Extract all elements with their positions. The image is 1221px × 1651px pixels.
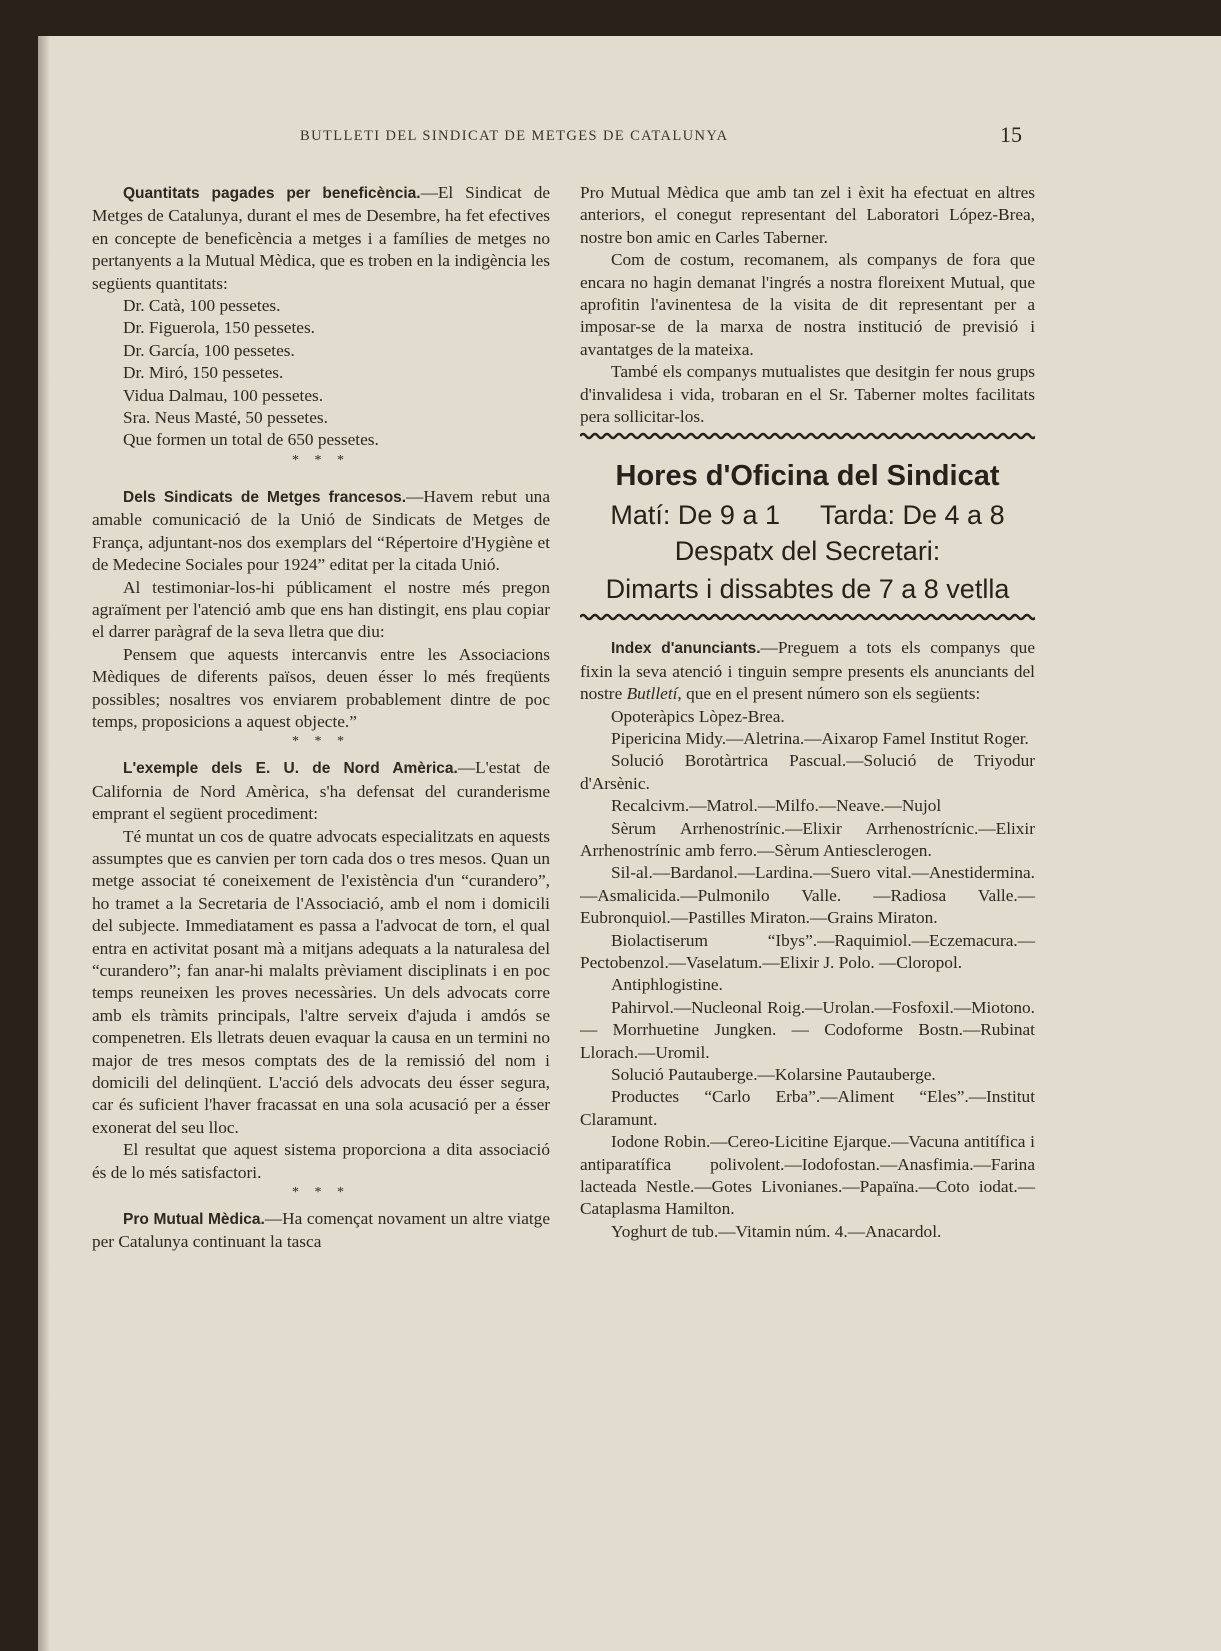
article-nord-america (92, 757, 550, 825)
section-separator: * * * (292, 1185, 350, 1201)
article-lead: Pro Mutual Mèdica. (123, 1211, 265, 1229)
paragraph: Com de costum, recomanem, als companys de fora que encara no hagin demanat l'ingrés a nostra floreixent Mutual, que aprofitin l'avinentesa de la visita de dit representant per a imposar-se de la marxa de nostra institució de previsió i avantatges de la mateixa. (580, 250, 1035, 359)
article-lead: Dels Sindicats de Metges francesos. (123, 488, 407, 506)
article-text: que en el present número son els següents: (681, 684, 981, 704)
paragraph: Pro Mutual Mèdica que amb tan zel i èxit ha efectuat en altres anteriors, el conegut representant del Laboratori López-Brea, nostre bon amic en Carles Taberner. (580, 183, 1035, 247)
article-text: —Havem rebut una amable comunicació de la Unió de Sindicats de Metges de França, adjuntant-nos dos exemplars del “Répertoire d'Hygiène et de Medecine Sociales pour 1924” editat per la citada Unió. (92, 486, 550, 575)
morning-hours: Matí: De 9 a 1 (610, 499, 780, 530)
article-lead: Quantitats pagades per beneficència. (123, 185, 421, 202)
list-item: Dr. Figuerola, 150 pessetes. (123, 318, 315, 338)
list-item: Productes “Carlo Erba”.—Aliment “Eles”.—Institut Claramunt. (580, 1087, 1035, 1129)
list-item: Biolactiserum “Ibys”.—Raquimiol.—Eczemacura.—Pectobenzol.—Vaselatum.—Elixir J. Polo. —Cloropol. (580, 930, 1035, 972)
list-item: Antiphlogistine. (611, 975, 723, 995)
article-beneficencia (92, 182, 550, 295)
section-separator: * * * (292, 734, 350, 750)
article-lead: L'exemple dels E. U. de Nord Amèrica. (123, 760, 458, 778)
article-pro-mutual (92, 1208, 550, 1254)
article-sindicats-francesos (92, 486, 550, 577)
payments-list (92, 295, 550, 452)
list-item: Solució Pautauberge.—Kolarsine Pautauberge. (611, 1065, 936, 1084)
list-item: Opoteràpics Lòpez-Brea. (611, 706, 785, 726)
article-text: —Preguem a tots els companys que fixin la seva atenció i tinguin sempre presents els anunciants del nostre (580, 638, 1035, 704)
list-item: Pahirvol.—Nucleonal Roig.—Urolan.—Fosfoxil.—Miotono. — Morrhuetine Jungken. — Codoforme Bostn.—Rubinat Llorach.—Uromil. (580, 997, 1035, 1062)
list-item: Sra. Neus Masté, 50 pessetes. (123, 408, 328, 428)
list-item: Vidua Dalmau, 100 pessetes. (123, 385, 324, 405)
secretary-label: Despatx del Secretari: (674, 535, 941, 566)
list-item: Dr. Catà, 100 pessetes. (123, 296, 281, 316)
list-item: Iodone Robin.—Cereo-Licitine Ejarque.—Vacuna antitífica i antiparatífica polivolent.—Iodofostan.—Anasfimia.—Farina lacteada Nestle.—Gotes Livonianes.—Papaïna.—Coto iodat.—Cataplasma Hamilton. (580, 1132, 1035, 1219)
paragraph: Té muntat un cos de quatre advocats especialitzats en aquests assumptes que es canvien per torn cada dos o tres mesos. Quan un metge associat té coneixement de l'existència d'un “curandero”, ho tramet a la Secretaria de l'Associació, amb el nom i domicili del subjecte. Immediatament es passa a l'advocat de torn, el qual entra en activitat posant mà a mitjans adequats a la naturalesa del “curandero”; fan anar-hi malalts prèviament disciplinats i en poc temps reuneixen les proves necessàries. Un dels advocats corre amb els tràmits principals, l'altre serveix d'ajuda i amdós se compenetren. Els lletrats deuen evaquar la causa en un termini no major de tres mesos comptats des de la remissió del nom i domicili del delinqüent. L'acció dels advocats deu ésser segura, car és suficient l'haver fracassat en una sola acusació per a ésser exonerat del seu lloc. (92, 826, 550, 1137)
list-item: Dr. Miró, 150 pessetes. (123, 363, 284, 383)
article-text-italic: Butlletí, (626, 684, 682, 704)
paragraph: Al testimoniar-los-hi públicament el nostre més pregon agraïment per l'atenció amb que ens han distingit, ens plau copiar el darrer paràgraf de la seva lletra que diu: (92, 577, 550, 642)
left-column (92, 182, 550, 1254)
advertisers-list (580, 706, 1035, 1244)
list-item: Que formen un total de 650 pessetes. (123, 430, 379, 450)
list-item: Recalcivm.—Matrol.—Milfo.—Neave.—Nujol (611, 796, 942, 816)
banner-title: Hores d'Oficina del Sindicat (615, 459, 1000, 492)
paragraph: Pensem que aquests intercanvis entre les Associacions Mèdiques de diferents països, deuen ésser lo més freqüents possibles; nosaltres vos enviarem probablement dintre de poc temps, proposicions a aquest objecte.” (92, 644, 550, 731)
wavy-rule-top (580, 432, 1035, 440)
secretary-hours: Dimarts i dissabtes de 7 a 8 vetlla (605, 573, 1010, 604)
running-head: BUTLLETI DEL SINDICAT DE METGES DE CATALUNYA (300, 128, 729, 144)
article-text: —El Sindicat de Metges de Catalunya, durant el mes de Desembre, ha fet efectives en concepte de beneficència a metges i a famílies de metges no pertanyents a la Mutual Mèdica, que es troben en la indigència les següents quantitats: (92, 183, 550, 293)
right-column (580, 182, 1035, 1243)
article-text: —Ha començat novament un altre viatge per Catalunya continuant la tasca (92, 1209, 550, 1252)
paragraph: El resultat que aquest sistema proporciona a dita associació és de lo més satisfactori. (92, 1140, 550, 1182)
page-gutter-shadow (38, 36, 50, 1651)
list-item: Yoghurt de tub.—Vitamin núm. 4.—Anacardol. (611, 1221, 942, 1241)
afternoon-hours: Tarda: De 4 a 8 (819, 499, 1005, 530)
list-item: Dr. García, 100 pessetes. (123, 340, 295, 360)
list-item: Sil-al.—Bardanol.—Lardina.—Suero vital.—Anestidermina.—Asmalicida.—Pulmonilo Valle. —Radiosa Valle.—Eubronquiol.—Pastilles Miraton.—Grains Miraton. (580, 863, 1035, 928)
index-anunciants-intro (580, 637, 1035, 705)
office-hours-banner (580, 455, 1035, 609)
wavy-rule-bottom (580, 613, 1035, 621)
banner-hours (580, 497, 1035, 533)
article-lead: Index d'anunciants. (611, 640, 761, 658)
section-separator: * * * (292, 452, 350, 468)
article-text: —L'estat de California de Nord Amèrica, s'ha defensat del curanderisme emprant el següent procediment: (92, 758, 550, 824)
page-number: 15 (1000, 122, 1022, 147)
paragraph: També els companys mutualistes que desitgin fer nous grups d'invalidesa i vida, trobaran en el Sr. Taberner moltes facilitats pera sollicitar-los. (580, 362, 1035, 427)
list-item: Sèrum Arrhenostrínic.—Elixir Arrhenostrícnic.—Elixir Arrhenostrínic amb ferro.—Sèrum Antiesclerogen. (580, 818, 1035, 860)
list-item: Solució Borotàrtrica Pascual.—Solució de Triyodur d'Arsènic. (580, 751, 1035, 793)
list-item: Pipericina Midy.—Aletrina.—Aixarop Famel Institut Roger. (611, 728, 1029, 748)
